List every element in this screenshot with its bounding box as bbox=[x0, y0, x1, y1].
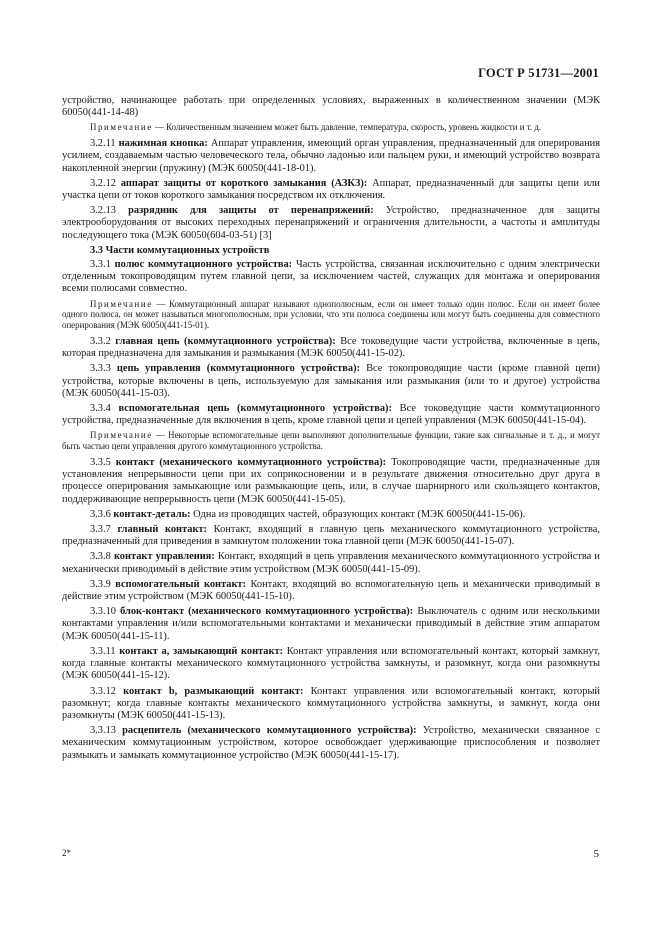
note-text: — Коммутационный аппарат называют однополюсным, если он имеет только один полюс. Если он имеет более одного полюса, он может называться многополюсным, при условии, что эти полюса соединены или могут быть соединены для совместного оперирования (МЭК 60050(441-15-01). bbox=[62, 298, 600, 331]
definition-paragraph bbox=[62, 403, 600, 427]
definition-text: Аппарат, предназначенный для защиты цепи или участка цепи от токов короткого замыкания посредством их отключения. bbox=[62, 177, 600, 202]
clause-number: 3.2.13 bbox=[90, 205, 129, 217]
document-id-header: ГОСТ Р 51731—2001 bbox=[478, 66, 599, 80]
definition-text: Устройство, механически связанное с механическим коммутационным устройством, которое освобождает удерживающие приспособления и позволяет размыкать и замыкать коммутационное устройство (МЭК 60050(441-15-17). bbox=[62, 725, 601, 761]
definition-paragraph bbox=[62, 178, 600, 202]
defined-term: блок-контакт (механического коммутационного устройства): bbox=[120, 606, 414, 618]
clause-number: 3.3.8 bbox=[90, 551, 114, 563]
clause-number: 3.3.13 bbox=[90, 725, 123, 737]
clause-number: 3.3.4 bbox=[90, 403, 119, 415]
defined-term: главная цепь (коммутационного устройства): bbox=[115, 336, 336, 348]
defined-term: контакт-деталь: bbox=[113, 508, 191, 520]
defined-term: вспомогательный контакт: bbox=[115, 578, 246, 590]
defined-term: аппарат защиты от короткого замыкания (АЗКЗ): bbox=[120, 177, 368, 189]
note-lead: Примечание bbox=[90, 122, 153, 133]
definition-paragraph bbox=[62, 457, 600, 506]
defined-term: нажимная кнопка: bbox=[118, 138, 208, 150]
clause-number: 3.3.6 bbox=[90, 508, 114, 520]
clause-number: 3.3.9 bbox=[90, 578, 116, 590]
clause-number: 3.3.10 bbox=[90, 606, 121, 618]
definition-paragraph bbox=[62, 606, 600, 643]
clause-number: 3.3.1 bbox=[90, 259, 115, 271]
note-text: — Некоторые вспомогательные цепи выполняют дополнительные функции, такие как сигнальные и т. д., и могут быть частью цепи управления другого коммутационного устройства. bbox=[62, 430, 600, 452]
definition-paragraph bbox=[62, 551, 600, 575]
section-heading: 3.3 Части коммутационных устройств bbox=[90, 244, 270, 256]
definition-text: Выключатель с одним или несколькими контактами управления и/или вспомогательными контактами и механически приводимый в действие этим аппаратом (МЭК 60050(441-15-11). bbox=[62, 606, 600, 642]
defined-term: разрядник для защиты от перенапряжений: bbox=[128, 205, 374, 217]
defined-term: главный контакт: bbox=[117, 524, 208, 536]
defined-term: контакт b, размыкающий контакт: bbox=[123, 685, 304, 697]
definition-paragraph bbox=[62, 524, 600, 548]
continued-paragraph: устройство, начинающее работать при определенных условиях, выраженных в количественном значении (МЭК 60050(441-14-48) bbox=[62, 95, 600, 119]
definition-paragraph bbox=[62, 259, 600, 296]
clause-number: 3.3.5 bbox=[90, 457, 116, 469]
definition-text: Токопроводящие части, предназначенные для установления непрерывности цепи при их соприкосновении и в результате движения относительно друг друга в процессе оперирования замыкающие или размыкающие цепь, или, в случае шарнирного или скользящего контактов, поддерживающие непрерывность цепи (МЭК 60050(441-15-05). bbox=[62, 457, 600, 505]
note-paragraph bbox=[62, 430, 600, 452]
definition-text: Контакт управления или вспомогательный контакт, который замкнут, когда главные контакты механического коммутационного устройства замкнуты, и разомкнут, когда они разомкнуты (МЭК 60050(441-15-12). bbox=[62, 645, 600, 682]
definition-paragraph bbox=[62, 579, 600, 603]
definition-text: Все токопроводящие части (кроме главной цепи) устройства, которые включены в цепь, используемую для замыкания или размыкания (или то и другое) устройства (МЭК 60050(441-15-03). bbox=[62, 363, 600, 399]
defined-term: расцепитель (механического коммутационного устройства): bbox=[122, 725, 417, 737]
page-number: 5 bbox=[593, 848, 599, 860]
definition-text: Аппарат управления, имеющий орган управления, предназначенный для оперирования усилием, создаваемым частью человеческого тела, обычно ладонью или пальцем руки, и имеющий устройство возврата накопленной энергии (пружину) (МЭК 60050(441-18-01). bbox=[62, 138, 600, 174]
definition-paragraph bbox=[62, 205, 600, 242]
clause-number: 3.3.3 bbox=[90, 363, 117, 375]
note-lead: Примечание bbox=[90, 430, 153, 441]
clause-number: 3.3.7 bbox=[90, 524, 118, 536]
note-paragraph bbox=[62, 122, 600, 133]
signature-mark: 2* bbox=[62, 848, 71, 858]
clause-number: 3.3.11 bbox=[90, 645, 120, 657]
definition-paragraph bbox=[62, 509, 600, 521]
defined-term: контакт управления: bbox=[113, 551, 215, 563]
definition-paragraph bbox=[62, 336, 600, 360]
definition-text: Контакт, входящий в цепь управления механического коммутационного устройства и механически приводимый в действие этим устройством (МЭК 60050(441-15-09). bbox=[62, 551, 600, 575]
clause-number: 3.3.2 bbox=[90, 336, 116, 348]
definition-text: Контакт управления или вспомогательный контакт, который разомкнут; когда главные контакты механического коммутационного устройства замкнуты, и замкнут, когда они разомкнуты (МЭК 60050(441-15-13). bbox=[62, 685, 600, 721]
clause-number: 3.2.12 bbox=[90, 177, 121, 189]
definition-paragraph bbox=[62, 686, 600, 723]
defined-term: контакт (механического коммутационного устройства): bbox=[115, 457, 387, 469]
definition-text: Контакт, входящий в главную цепь механического коммутационного устройства, предназначенный для приведения в замкнутом положении тока главной цепи (МЭК 60050(441-15-07). bbox=[62, 524, 600, 548]
defined-term: контакт а, замыкающий контакт: bbox=[119, 645, 284, 657]
clause-number: 3.3.12 bbox=[90, 685, 124, 697]
definition-paragraph bbox=[62, 646, 600, 683]
definition-text: Все токоведущие части устройства, включенные в цепь, которая предназначена для замыкания и размыкания (МЭК 60050(441-15-02). bbox=[62, 336, 600, 360]
definition-text: Устройство, предназначенное для защиты электрооборудования от высоких переходных перенапряжений и ограничения длительности, а частоты и амплитуды последующего тока (МЭК 60050(604-03-51) [3] bbox=[62, 205, 600, 241]
note-paragraph bbox=[62, 299, 600, 331]
defined-term: цепь управления (коммутационного устройства): bbox=[116, 363, 361, 375]
clause-number: 3.2.11 bbox=[90, 138, 119, 150]
definition-text: Контакт, входящий во вспомогательную цепь и механически приводимый в действие этим устройством (МЭК 60050(441-15-10). bbox=[62, 578, 600, 603]
definition-paragraph bbox=[62, 363, 600, 400]
defined-term: полюс коммутационного устройства: bbox=[114, 259, 293, 271]
note-lead: Примечание bbox=[90, 298, 153, 309]
definition-paragraph bbox=[62, 138, 600, 175]
note-text: — Количественным значением может быть давление, температура, скорость, уровень жидкости и т. д. bbox=[152, 122, 542, 133]
definition-text: Одна из проводящих частей, образующих контакт (МЭК 60050(441-15-06). bbox=[190, 508, 526, 520]
defined-term: вспомогательная цепь (коммутационного устройства): bbox=[118, 403, 392, 415]
definition-text: Все токоведущие части коммутационного устройства, предназначенные для включения в цепь, кроме главной цепи и цепей управления (МЭК 60050(441-15-04). bbox=[62, 403, 600, 427]
definition-text: Часть устройства, связанная исключительно с одним электрически отделенным токопроводящим путем главной цепи, за исключением частей, служащих для монтажа и оперирования всеми полюсами совместно. bbox=[62, 259, 600, 295]
document-body bbox=[62, 95, 600, 765]
definition-paragraph bbox=[62, 725, 600, 762]
